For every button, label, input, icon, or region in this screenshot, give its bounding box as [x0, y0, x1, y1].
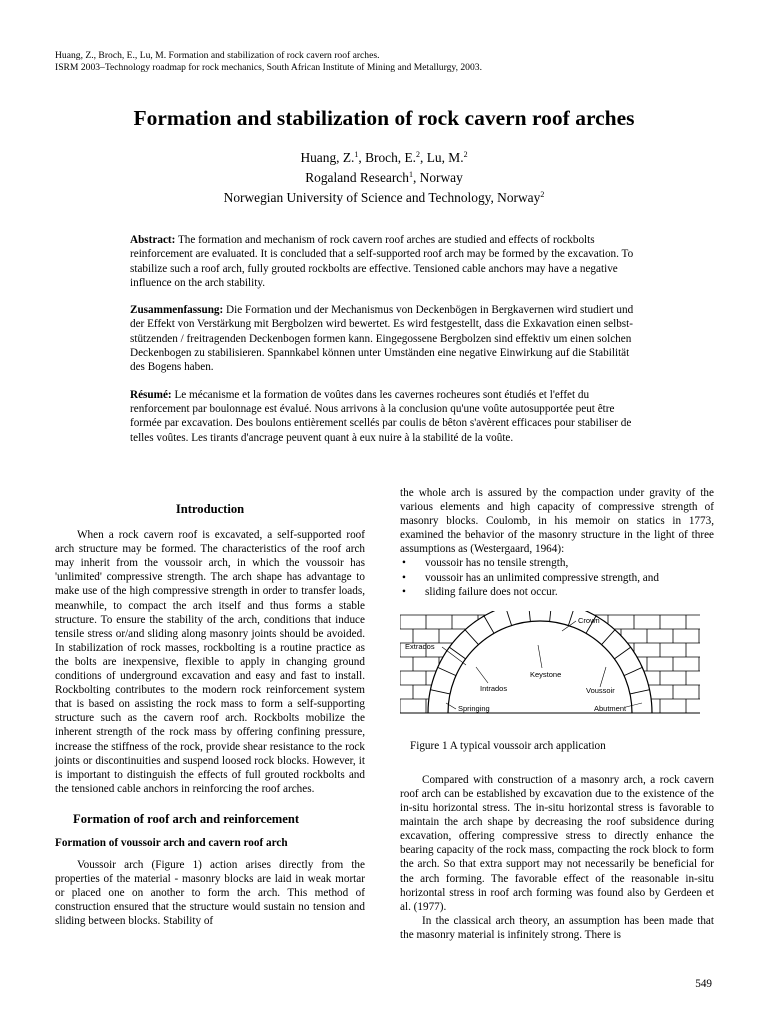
- running-header: [55, 50, 482, 74]
- header-citation-line: Huang, Z., Broch, E., Lu, M. Formation and stabilization of rock cavern roof arches.: [55, 50, 380, 61]
- label-extrados: Extrados: [405, 641, 435, 651]
- voussoir-joint: [438, 667, 456, 675]
- voussoir-joint: [602, 630, 615, 645]
- page-number: 549: [695, 978, 712, 990]
- right-paragraph-1: the whole arch is assured by the compaction under gravity of the various elements and high capacity of compressive strength of masonry blocks. Coulomb, in his memoir on statics in 1773, examined the behavior of the masonry structure in the light of three assumptions as (Westergaard, 1964):: [400, 487, 714, 556]
- label-intrados: Intrados: [480, 683, 508, 693]
- author-block: [0, 146, 768, 206]
- affiliation-1: Rogaland Research$^1$, Norway: [305, 170, 463, 185]
- voussoir-joint: [568, 611, 574, 626]
- label-crown: Crown: [578, 615, 600, 625]
- abstract-block: [130, 233, 640, 458]
- voussoir-arch-figure: [400, 611, 700, 721]
- list-item: • voussoir has no tensile strength,: [400, 556, 714, 570]
- header-conference-line: ISRM 2003–Technology roadmap for rock mechanics, South African Institute of Mining and Metallurgy, 2003.: [55, 62, 482, 73]
- subsection-heading: Formation of voussoir arch and cavern roof arch: [55, 836, 288, 849]
- voussoir-joint: [614, 647, 630, 659]
- section-paragraph: Voussoir arch (Figure 1) action arises directly from the properties of the material - masonry blocks are laid in weak mortar or placed one on another to form the arch. This method of construction ensured that the structure would sustain no tension and sliding between blocks. Stability of: [55, 859, 365, 928]
- right-paragraph-3: In the classical arch theory, an assumption has been made that the masonry material is infinitely strong. There is: [400, 914, 714, 941]
- figure-caption: Figure 1 A typical voussoir arch application: [410, 739, 606, 752]
- intrados-curve: [448, 621, 632, 713]
- assumption-list: [400, 556, 714, 598]
- affiliation-2: Norwegian University of Science and Technology, Norway$^2$: [223, 190, 545, 205]
- voussoir-joint: [449, 647, 465, 659]
- list-item: • sliding failure does not occur.: [400, 585, 714, 599]
- left-column: [55, 502, 365, 929]
- label-voussoir: Voussoir: [586, 685, 615, 695]
- masonry-joints: [400, 615, 700, 713]
- voussoir-joint: [465, 630, 478, 645]
- voussoir-joint: [550, 611, 552, 622]
- abstract-german: Zusammenfassung: Die Formation und der Mechanismus von Deckenbögen in Bergkavernen wird studiert und der Effekt von Verstärkung mit Bergbolzen wird bewertet. Es wird festgestellt, dass die Exkavation einen selbst-stützenden / freitragenden Deckenbogen formen kann. Eingegossene Bergbolzen sind effektiv um einen solchen Deckenbogen zu stabilisieren. Spannkabel können unter Umständen eine negative Einwirkung auf die Stabilität des Bogens haben.: [130, 304, 634, 374]
- abstract-english: Abstract: The formation and mechanism of rock cavern roof arches are studied and effects of rockbolts reinforcement are evaluated. It is concluded that a self-supported roof arch may be formed by the excavation. To stabilize such a roof arch, fully grouted rockbolts are effective. Tensioned cable anchors may have a negative influence on the arch stability.: [130, 234, 634, 289]
- label-leaders: [442, 621, 642, 709]
- arch-diagram: [400, 611, 700, 721]
- introduction-paragraph: When a rock cavern roof is excavated, a self-supported roof arch structure may be formed. The characteristics of the roof arch may inherit from the voussoir arch, in which the voussoir has 'unlimited' compressive strength. The arch shape has advantage to make use of the high compressive strength in order to transfer loads, meanwhile, to compact the arch itself and thus forms a stable structure. To ensure the stability of the arch, conditions that induce tensile stress or/and sliding along masonry joints should be avoided. In stabilization of rock masses, rockbolting is a routine practice as the bolts are inexpensive, flexible to apply in changing ground conditions of underground excavation and easy and fast to install. Rockbolting contributes to the modern rock reinforcement system that is based on assisting the rock mass to form a self-supporting structure such as the cavern roof arch. Rockbolts mobilize the inherent strength of the rock mass by offering confining pressure, increase the stiffness of the rock, provide shear resistance to the rock joints or discontinuities and suspend loosed rock blocks. However, it is important to distinguish the effects of full grouted rockbolts and the tensioned cable anchors in reinforcing the roof arches.: [55, 529, 365, 795]
- label-abutment: Abutment: [594, 703, 627, 713]
- paper-title: Formation and stabilization of rock cavern roof arches: [133, 106, 635, 130]
- right-column: [400, 486, 714, 942]
- voussoir-joint: [528, 611, 530, 622]
- label-springing: Springing: [458, 703, 490, 713]
- voussoir-joint: [505, 611, 511, 626]
- abstract-french: Résumé: Le mécanisme et la formation de voûtes dans les cavernes rocheures sont étudiés et l'effet du renforcement par boulonnage est évalué. Nous arrivons à la conclusion qu'une voûte autosupportée peut être formée par excavation. Des boulons entièrement scellés par coulis de bêton s'avèrent efficaces pour stabiliser de telles voûtes. Les tirants d'ancrage peuvent quant à eux nuire à la stabilité de la voûte.: [130, 388, 632, 444]
- voussoir-joint: [630, 689, 650, 693]
- author-names: Huang, Z.$^1$, Broch, E.$^2$, Lu, M.$^2$: [300, 150, 468, 165]
- list-item: • voussoir has an unlimited compressive strength, and: [400, 571, 714, 585]
- voussoir-joint: [430, 689, 450, 693]
- right-paragraph-2: Compared with construction of a masonry arch, a rock cavern roof arch can be established by excavation due to the existence of the in-situ horizontal stress. The in-situ horizontal stress is favorable to maintain the arch shape by decreasing the roof subsidence during excavation, offering compressive stress to directly enhance the bearing capacity of the rock mass, compacting the rock block to form the arch. So that extra support may not necessarily be beneficial for the arch forming. The favorable effect of the reasonable in-situ horizontal stress in roof arch forming was found also by Gerdeen et al. (1977).: [400, 773, 714, 913]
- figure-labels: [405, 616, 627, 713]
- masonry-wall: [400, 615, 700, 713]
- introduction-heading: Introduction: [175, 502, 245, 516]
- section-heading: Formation of roof arch and reinforcement: [73, 811, 300, 826]
- voussoir-joint: [624, 667, 642, 675]
- voussoir-joint: [484, 616, 494, 633]
- label-keystone: Keystone: [530, 669, 562, 679]
